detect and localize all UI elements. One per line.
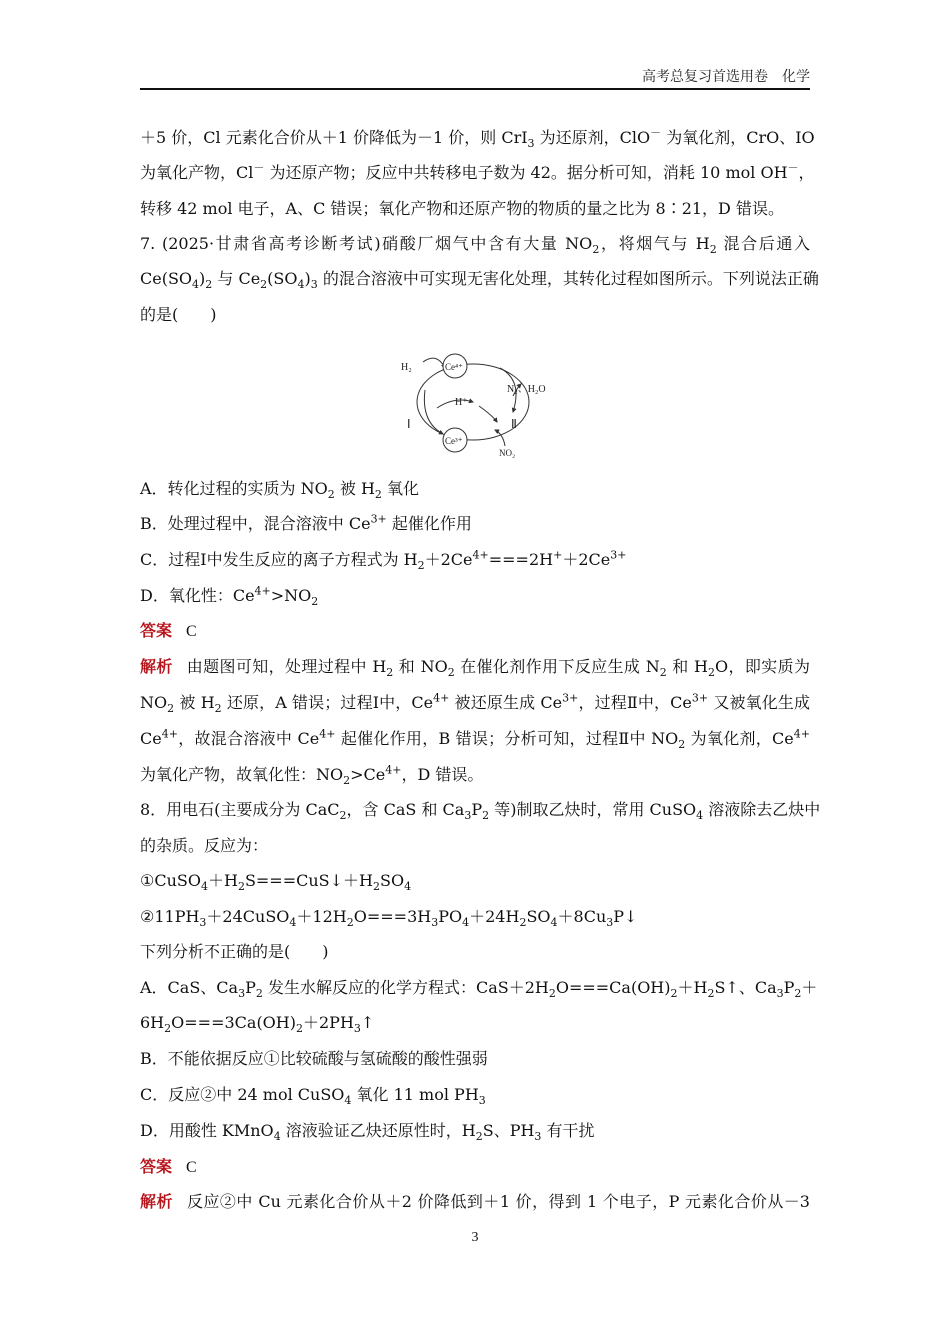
text-run: S、PH — [482, 1121, 535, 1140]
supscript: － — [253, 161, 265, 175]
page-header: 高考总复习首选用卷 化学 — [642, 69, 810, 85]
supscript: 4+ — [793, 727, 810, 741]
answer-line — [140, 1156, 810, 1179]
answer-label: 答案 — [140, 621, 173, 640]
text-run: ＋2Ce — [562, 550, 611, 569]
text-run: 由题图可知，处理过程中 H — [186, 657, 387, 676]
text-line — [140, 692, 810, 714]
text-run: 等)制取乙炔时，常用 CuSO — [489, 800, 697, 819]
text-run: 在催化剂作用下反应生成 N — [454, 657, 660, 676]
supscript: 4+ — [319, 727, 336, 741]
subscript: 4 — [696, 809, 704, 823]
text-run: PO — [438, 907, 463, 926]
text-line — [140, 906, 810, 928]
text-run: Ce(SO — [140, 269, 193, 288]
text-line — [140, 513, 810, 535]
text-run: 有干扰 — [541, 1121, 595, 1140]
subscript: 2 — [296, 1022, 303, 1036]
subscript: 3 — [238, 987, 246, 1001]
text-line — [140, 126, 815, 151]
analysis-label: 解析 — [140, 1192, 173, 1211]
answer-line — [140, 620, 810, 643]
subscript: 4 — [462, 916, 470, 930]
text-run: 又被氧化生成 — [708, 693, 810, 712]
text-line — [140, 977, 818, 1001]
subscript: 2 — [475, 1130, 483, 1144]
arrow-no2-in — [495, 430, 505, 446]
subscript: 2 — [417, 559, 425, 573]
supscript: + — [553, 548, 563, 562]
text-line — [140, 585, 810, 607]
text-run: O，即实质为 — [714, 657, 810, 676]
text-run: ) — [199, 269, 206, 288]
answer-value: C — [186, 1159, 197, 1176]
text-run: ，过程Ⅱ中，Ce — [578, 693, 692, 712]
text-run: >NO — [270, 586, 312, 605]
subscript: 4 — [297, 278, 305, 292]
text-run: 发生水解反应的化学方程式：CaS＋2H — [262, 978, 549, 997]
subscript: 2 — [482, 809, 490, 823]
subscript: 3 — [776, 987, 784, 1001]
subscript: 2 — [237, 880, 245, 894]
answer-value: C — [186, 623, 197, 640]
subscript: 2 — [548, 987, 556, 1001]
text-run: O===3Ca(OH) — [171, 1013, 296, 1032]
text-run: ＋H — [677, 978, 708, 997]
subscript: 2 — [205, 278, 213, 292]
page-number: 3 — [471, 1230, 479, 1245]
supscript: 4+ — [161, 727, 178, 741]
text-run: C．反应②中 24 mol CuSO — [140, 1085, 345, 1104]
text-run: S↑、Ca — [714, 978, 777, 997]
text-run: 溶液除去乙炔中 — [703, 800, 821, 819]
subscript: 2 — [678, 738, 686, 752]
label-hplus: H⁺ — [455, 397, 468, 408]
text-run: SO — [380, 871, 405, 890]
text-run: ↑ — [360, 1013, 375, 1032]
text-run: 为氧化产物，Cl — [140, 163, 254, 182]
subscript: 3 — [431, 916, 439, 930]
text-run: >Ce — [350, 765, 386, 784]
text-run: ) — [304, 269, 311, 288]
subscript: 2 — [311, 595, 319, 609]
subscript: 4 — [344, 1094, 352, 1108]
subscript: 4 — [200, 880, 208, 894]
subscript: 3 — [527, 137, 535, 151]
text-run: ＋5 价，Cl 元素化合价从＋1 价降低为－1 价，则 CrI — [140, 128, 528, 147]
text-run: Ce — [140, 729, 162, 748]
subscript: 3 — [310, 278, 318, 292]
text-run: (SO — [267, 269, 298, 288]
text-line — [140, 728, 810, 750]
text-line — [140, 198, 810, 220]
subscript: 2 — [374, 488, 382, 502]
subscript: 2 — [167, 702, 175, 716]
subscript: 4 — [550, 916, 558, 930]
text-line — [140, 161, 815, 184]
text-run: 8．用电石(主要成分为 CaC — [140, 800, 340, 819]
text-line — [140, 478, 810, 500]
supscript: 3+ — [691, 691, 709, 705]
text-run: P — [245, 978, 256, 997]
text-run: 为氧化剂，Ce — [685, 729, 794, 748]
text-line — [140, 1012, 810, 1034]
text-run: ＋H — [207, 871, 238, 890]
text-run: ＋24CuSO — [206, 907, 290, 926]
label-step1: Ⅰ — [407, 417, 411, 431]
text-run: A．转化过程的实质为 NO — [140, 479, 328, 498]
text-run: ，含 CaS 和 Ca — [346, 800, 465, 819]
text-run: ，将烟气与 H — [599, 234, 710, 253]
text-run: 氧化 — [381, 479, 419, 498]
text-run: ①CuSO — [140, 871, 201, 890]
subscript: 2 — [707, 666, 715, 680]
subscript: 2 — [447, 666, 455, 680]
arrow-h2-in — [423, 358, 445, 368]
text-run: P — [783, 978, 795, 997]
label-ce3: Ce³⁺ — [445, 436, 463, 446]
supscript: 4+ — [385, 763, 402, 777]
subscript: 2 — [794, 987, 802, 1001]
subscript: 2 — [346, 916, 354, 930]
text-line — [140, 1048, 810, 1070]
supscript: 4+ — [254, 584, 271, 598]
text-run: 的是( ) — [140, 305, 217, 324]
text-line — [140, 1084, 810, 1106]
text-run: A．CaS、Ca — [140, 978, 239, 997]
text-run: ===2H — [488, 550, 554, 569]
subscript: 2 — [659, 666, 667, 680]
subscript: 3 — [199, 916, 207, 930]
text-run: C．过程Ⅰ中发生反应的离子方程式为 H — [140, 550, 418, 569]
subscript: 2 — [327, 488, 335, 502]
text-line — [140, 870, 810, 892]
subscript: 2 — [260, 278, 268, 292]
subscript: 2 — [519, 916, 527, 930]
subscript: 4 — [404, 880, 412, 894]
text-run: 转移 42 mol 电子，A、C 错误；氧化产物和还原产物的物质的量之比为 8∶21，D 错误。 — [140, 199, 784, 218]
text-run: 被 H — [174, 693, 215, 712]
text-run: 溶液验证乙炔还原性时，H — [280, 1121, 476, 1140]
text-run: 氧化 11 mol PH — [351, 1085, 479, 1104]
subscript: 2 — [386, 666, 394, 680]
text-line — [140, 1120, 810, 1142]
text-run: 和 H — [666, 657, 708, 676]
subscript: 2 — [373, 880, 380, 894]
analysis-line — [140, 1191, 810, 1213]
subscript: 3 — [464, 809, 472, 823]
analysis-label: 解析 — [140, 657, 173, 676]
text-run: ，故混合溶液中 Ce — [177, 729, 320, 748]
text-run: D．氧化性：Ce — [140, 586, 255, 605]
label-no2: NO₂ — [499, 448, 516, 458]
text-run: 的杂质。反应为： — [140, 836, 269, 855]
text-run: NO — [140, 693, 168, 712]
text-run: ＋2PH — [303, 1013, 354, 1032]
text-run: S===CuS↓＋H — [244, 871, 373, 890]
label-h2: H₂ — [401, 362, 412, 373]
text-run: ＋24H — [469, 907, 520, 926]
text-run: B．处理过程中，混合溶液中 Ce — [140, 514, 371, 533]
text-run: 和 NO — [393, 657, 448, 676]
text-line — [140, 233, 810, 255]
text-line — [140, 304, 810, 326]
cerium-cycle-diagram — [395, 350, 565, 460]
subscript: 2 — [255, 987, 263, 1001]
subscript: 4 — [289, 916, 297, 930]
text-run: P↓ — [613, 907, 638, 926]
subscript: 3 — [534, 1130, 542, 1144]
text-run: SO — [526, 907, 551, 926]
text-run: 被 H — [334, 479, 375, 498]
answer-label: 答案 — [140, 1157, 173, 1176]
text-run: ＋2Ce — [424, 550, 473, 569]
text-run: 的混合溶液中可实现无害化处理，其转化过程如图所示。下列说法正确 — [317, 269, 819, 288]
text-run: 起催化作用 — [386, 514, 472, 533]
text-line — [140, 799, 821, 823]
subscript: 2 — [343, 774, 351, 788]
supscript: － — [787, 161, 799, 175]
text-run: ②11PH — [140, 907, 200, 926]
label-step2: Ⅱ — [511, 417, 517, 431]
label-products: N₂、H₂O — [507, 384, 546, 395]
text-run: 被还原生成 Ce — [449, 693, 563, 712]
supscript: 4+ — [433, 691, 450, 705]
subscript: 2 — [707, 987, 715, 1001]
text-run: 7. (2025·甘肃省高考诊断考试)硝酸厂烟气中含有大量 NO — [140, 234, 593, 253]
subscript: 3 — [478, 1094, 486, 1108]
arrow-h-to-loop — [479, 406, 497, 422]
analysis-line — [140, 656, 810, 678]
supscript: 4+ — [472, 548, 489, 562]
text-line — [140, 549, 810, 571]
text-line — [140, 941, 810, 963]
text-run: 还原，A 错误；过程Ⅰ中，Ce — [221, 693, 434, 712]
text-line — [140, 764, 810, 786]
subscript: 4 — [273, 1130, 281, 1144]
text-run: 起催化作用，B 错误；分析可知，过程Ⅱ中 NO — [335, 729, 679, 748]
subscript: 2 — [339, 809, 347, 823]
text-run: 反应②中 Cu 元素化合价从＋2 价降低到＋1 价，得到 1 个电子，P 元素化合价从－3 — [186, 1192, 810, 1211]
text-run: 为氧化产物，故氧化性：NO — [140, 765, 344, 784]
text-run: ＋12H — [296, 907, 347, 926]
supscript: 3+ — [562, 691, 579, 705]
supscript: 3+ — [610, 548, 627, 562]
subscript: 2 — [214, 702, 222, 716]
header-rule — [140, 88, 810, 90]
text-run: 混合后通入 — [716, 234, 810, 253]
text-run: ＋ — [801, 978, 818, 997]
text-run: ， — [798, 163, 815, 182]
text-run: ，D 错误。 — [401, 765, 484, 784]
text-run: D．用酸性 KMnO — [140, 1121, 274, 1140]
text-run: B．不能依据反应①比较硫酸与氢硫酸的酸性强弱 — [140, 1049, 488, 1068]
subscript: 2 — [670, 987, 678, 1001]
text-run: ＋8Cu — [557, 907, 607, 926]
supscript: － — [650, 126, 662, 140]
text-run: 为氧化剂，CrO、IO — [661, 128, 815, 147]
subscript: 2 — [709, 243, 717, 257]
subscript: 2 — [592, 243, 600, 257]
text-run: O===Ca(OH) — [555, 978, 671, 997]
text-run: 为还原剂，ClO — [534, 128, 651, 147]
text-run: 下列分析不正确的是( ) — [140, 942, 329, 961]
subscript: 4 — [192, 278, 200, 292]
text-run: 为还原产物；反应中共转移电子数为 42。据分析可知，消耗 10 mol OH — [264, 163, 788, 182]
text-run: 与 Ce — [212, 269, 261, 288]
label-ce4: Ce⁴⁺ — [445, 362, 463, 372]
text-line — [140, 835, 810, 857]
subscript: 2 — [164, 1022, 172, 1036]
text-run: P — [471, 800, 483, 819]
supscript: 3+ — [370, 512, 387, 526]
text-run: 6H — [140, 1013, 165, 1032]
subscript: 3 — [353, 1022, 361, 1036]
text-line — [140, 268, 819, 292]
subscript: 3 — [606, 916, 614, 930]
arrow-left-down — [424, 390, 443, 434]
text-run: O===3H — [353, 907, 432, 926]
